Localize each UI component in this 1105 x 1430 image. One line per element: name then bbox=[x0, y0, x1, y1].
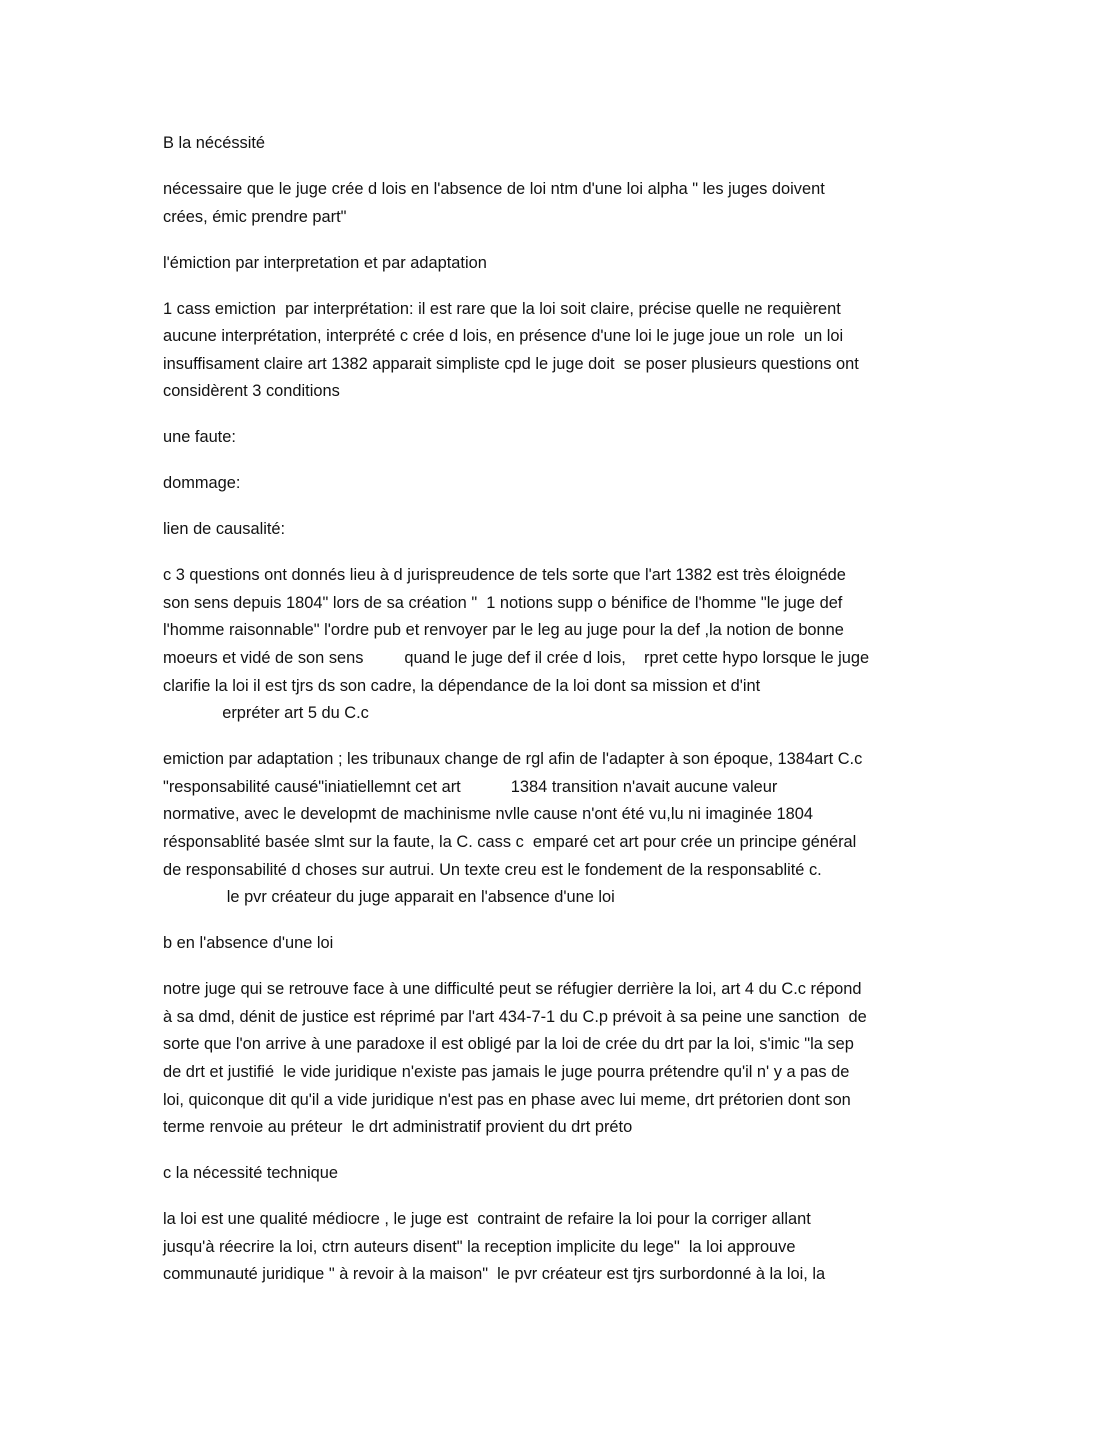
paragraph-line: résponsablité basée slmt sur la faute, la C. cass c emparé cet art pour crée un principe général bbox=[163, 833, 857, 851]
document-paragraph bbox=[163, 562, 943, 728]
paragraph-line: la loi est une qualité médiocre , le juge est contraint de refaire la loi pour la corriger allant bbox=[163, 1210, 811, 1229]
paragraph-line: c la nécessité technique bbox=[163, 1164, 338, 1183]
paragraph-line: loi, quiconque dit qu'il a vide juridique n'est pas en phase avec lui meme, drt prétorien dont son bbox=[163, 1090, 851, 1109]
paragraph-line: considèrent 3 conditions bbox=[163, 382, 340, 401]
paragraph-line: clarifie la loi il est tjrs ds son cadre, la dépendance de la loi dont sa mission et d'int bbox=[163, 676, 761, 695]
paragraph-line: "responsabilité causé"iniatiellemnt cet art 1384 transition n'avait aucune valeur bbox=[163, 777, 778, 796]
document-paragraph bbox=[163, 1160, 943, 1188]
paragraph-line: le pvr créateur du juge apparait en l'absence d'une loi bbox=[163, 888, 615, 907]
paragraph-line: moeurs et vidé de son sens quand le juge def il crée d lois, rpret cette hypo lorsque le juge bbox=[163, 649, 870, 668]
paragraph-line: à sa dmd, dénit de justice est réprimé par l'art 434-7-1 du C.p prévoit à sa peine une sanction de bbox=[163, 1007, 867, 1026]
paragraph-line: l'émiction par interpretation et par adaptation bbox=[163, 253, 487, 272]
document-paragraph bbox=[163, 470, 943, 498]
paragraph-line: erpréter art 5 du C.c bbox=[163, 704, 369, 723]
paragraph-line: de drt et justifié le vide juridique n'existe pas jamais le juge pourra prétendre qu'il n' y a pas de bbox=[163, 1062, 850, 1081]
paragraph-line: terme renvoie au préteur le drt administratif provient du drt préto bbox=[163, 1118, 633, 1137]
document-paragraph bbox=[163, 1206, 943, 1289]
document-paragraph bbox=[163, 424, 943, 452]
paragraph-line: emiction par adaptation ; les tribunaux change de rgl afin de l'adapter à son époque, 1384art C.c bbox=[163, 750, 863, 769]
paragraph-line: une faute: bbox=[163, 428, 236, 447]
document-paragraph bbox=[163, 130, 943, 158]
paragraph-line: 1 cass emiction par interprétation: il est rare que la loi soit claire, précise quelle ne requièrent bbox=[163, 299, 841, 318]
paragraph-line: B la nécéssité bbox=[163, 134, 266, 152]
paragraph-line: lien de causalité: bbox=[163, 520, 286, 539]
document-paragraph bbox=[163, 930, 943, 958]
document-paragraph bbox=[163, 746, 943, 912]
paragraph-line: normative, avec le developmt de machinisme nvlle cause n'ont été vu,lu ni imaginée 1804 bbox=[163, 805, 814, 824]
paragraph-line: nécessaire que le juge crée d lois en l'absence de loi ntm d'une loi alpha " les juges doivent bbox=[163, 179, 825, 198]
paragraph-line: communauté juridique " à revoir à la maison" le pvr créateur est tjrs surbordonné à la loi, la bbox=[163, 1265, 826, 1284]
paragraph-line: b en l'absence d'une loi bbox=[163, 934, 334, 953]
paragraph-line: dommage: bbox=[163, 474, 241, 493]
paragraph-line: jusqu'à réecrire la loi, ctrn auteurs disent" la reception implicite du lege" la loi approuve bbox=[163, 1237, 796, 1256]
document-paragraph bbox=[163, 250, 943, 278]
paragraph-line: c 3 questions ont donnés lieu à d jurispreudence de tels sorte que l'art 1382 est très éloignéde bbox=[163, 566, 846, 585]
paragraph-line: son sens depuis 1804" lors de sa création " 1 notions supp o bénifice de l'homme "le juge def bbox=[163, 593, 843, 612]
paragraph-line: de responsabilité d choses sur autrui. Un texte creu est le fondement de la responsablité c. bbox=[163, 860, 822, 879]
document-paragraph bbox=[163, 176, 943, 231]
document-body bbox=[163, 130, 943, 1307]
paragraph-line: aucune interprétation, interprété c crée d lois, en présence d'une loi le juge joue un role un loi bbox=[163, 327, 844, 346]
paragraph-line: notre juge qui se retrouve face à une difficulté peut se réfugier derrière la loi, art 4 du C.c répond bbox=[163, 980, 862, 999]
document-paragraph bbox=[163, 296, 943, 406]
paragraph-line: l'homme raisonnable" l'ordre pub et renvoyer par le leg au juge pour la def ,la notion de bonne bbox=[163, 621, 844, 640]
paragraph-line: insuffisament claire art 1382 apparait simpliste cpd le juge doit se poser plusieurs questions ont bbox=[163, 354, 859, 373]
document-paragraph bbox=[163, 976, 943, 1142]
paragraph-line: crées, émic prendre part" bbox=[163, 207, 347, 226]
paragraph-line: sorte que l'on arrive à une paradoxe il est obligé par la loi de crée du drt par la loi, s'imic "la sep bbox=[163, 1035, 854, 1054]
document-paragraph bbox=[163, 516, 943, 544]
